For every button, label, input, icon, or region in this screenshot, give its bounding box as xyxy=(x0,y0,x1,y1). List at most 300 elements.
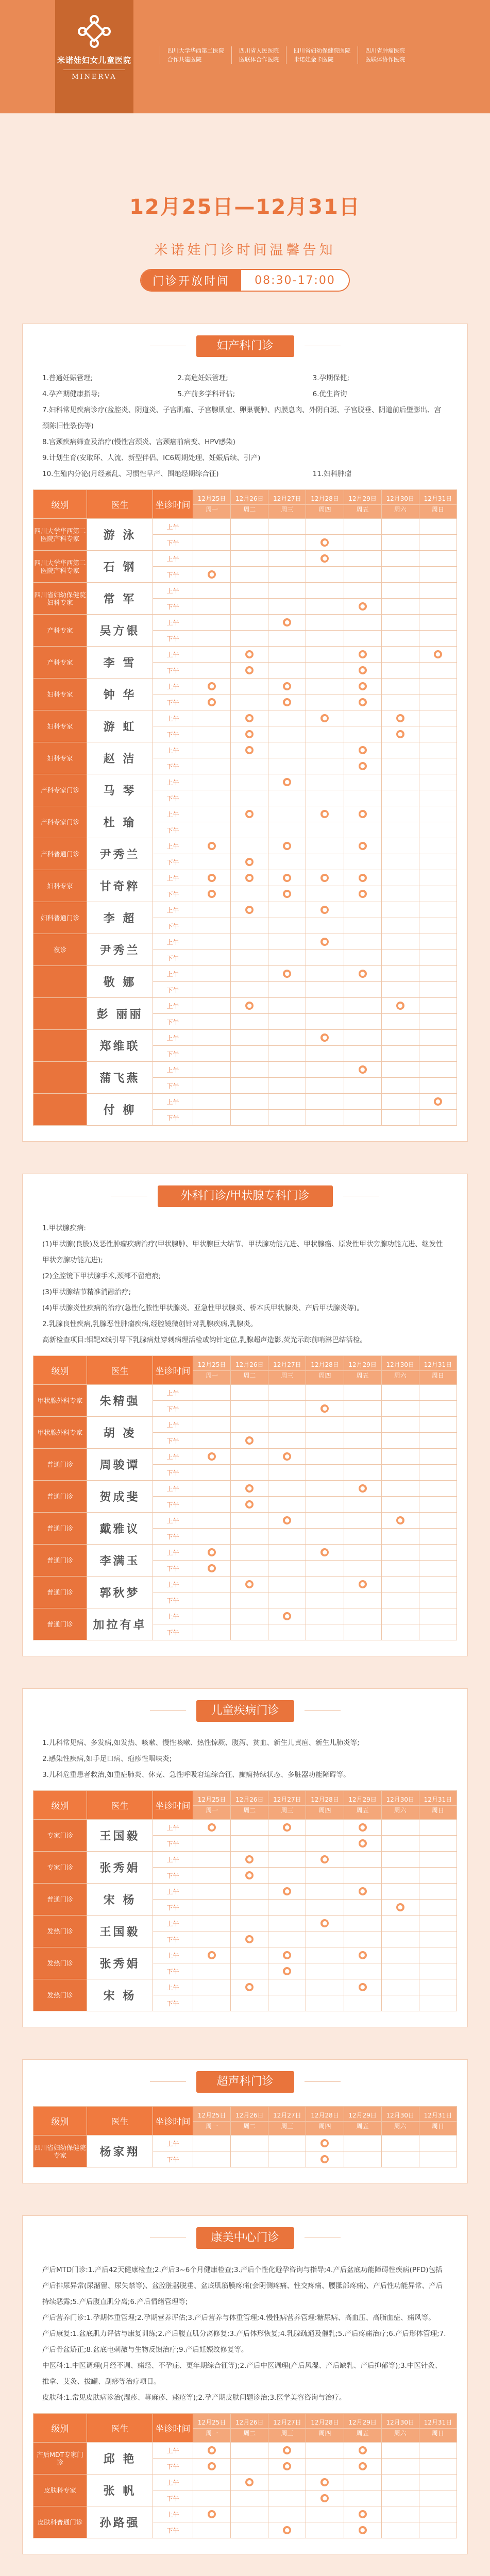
schedule-cell xyxy=(419,1449,457,1465)
header-weekday: 周五 xyxy=(356,2123,369,2130)
on-duty-dot-icon: ● xyxy=(359,970,367,978)
on-duty-dot-icon: ● xyxy=(208,2510,216,2518)
header-day xyxy=(193,2107,231,2136)
schedule-cell xyxy=(193,1592,231,1608)
schedule-cell xyxy=(193,1836,231,1852)
header-doctor: 医生 xyxy=(87,490,153,519)
hours-label: 门诊开放时间 xyxy=(141,270,241,291)
doctor-level: 发热门诊 xyxy=(33,1979,87,2011)
schedule-cell xyxy=(306,774,344,790)
schedule-cell xyxy=(381,1046,419,1062)
schedule-cell xyxy=(231,1481,268,1497)
header-date: 12月25日 xyxy=(193,1360,230,1371)
schedule-cell xyxy=(306,902,344,918)
schedule-cell xyxy=(268,854,306,870)
schedule-cell xyxy=(231,1062,268,1078)
on-duty-dot-icon: ● xyxy=(320,938,329,946)
doctor-name: 王国毅 xyxy=(87,1820,153,1852)
service-item: (4)甲状腺炎性疾病的治疗(急性化脓性甲状腺炎、亚急性甲状腺炎、桥本氏甲状腺炎、产后甲状腺炎等)。 xyxy=(42,1304,364,1312)
schedule-cell xyxy=(381,663,419,679)
doctor-level: 夜诊 xyxy=(33,934,87,966)
session-label: 上午 xyxy=(153,1449,193,1465)
header-level: 级别 xyxy=(33,2107,87,2136)
header-day xyxy=(419,2107,457,2136)
session-label: 上午 xyxy=(153,647,193,663)
schedule-cell xyxy=(419,966,457,982)
schedule-cell xyxy=(381,551,419,567)
schedule-cell xyxy=(268,599,306,615)
schedule-cell xyxy=(268,1433,306,1449)
header-date: 12月28日 xyxy=(306,2111,343,2122)
session-label: 下午 xyxy=(153,854,193,870)
schedule-cell xyxy=(344,2490,381,2506)
on-duty-dot-icon: ● xyxy=(245,1436,254,1445)
schedule-header-row xyxy=(33,2414,457,2443)
schedule-cell xyxy=(381,998,419,1014)
on-duty-dot-icon: ● xyxy=(245,858,254,866)
schedule-cell xyxy=(419,2522,457,2538)
header-date: 12月25日 xyxy=(193,2111,230,2122)
doctor-name: 蒲飞燕 xyxy=(87,1062,153,1094)
schedule-cell xyxy=(306,694,344,710)
schedule-cell xyxy=(344,615,381,631)
schedule-cell xyxy=(381,806,419,822)
table-row xyxy=(33,1884,457,1900)
schedule-cell xyxy=(306,679,344,694)
header-weekday: 周四 xyxy=(318,1372,331,1379)
doctor-level xyxy=(33,998,87,1030)
schedule-cell xyxy=(381,902,419,918)
session-label: 上午 xyxy=(153,870,193,886)
schedule-cell xyxy=(419,1852,457,1868)
schedule-cell xyxy=(306,2475,344,2490)
doctor-name: 吴方银 xyxy=(87,615,153,647)
session-label: 下午 xyxy=(153,1529,193,1545)
schedule-cell xyxy=(231,1417,268,1433)
on-duty-dot-icon: ● xyxy=(359,2446,367,2454)
header-weekday: 周二 xyxy=(243,2123,256,2130)
doctor-level: 发热门诊 xyxy=(33,1916,87,1947)
schedule-cell xyxy=(306,806,344,822)
header-weekday: 周一 xyxy=(206,1372,218,1379)
schedule-cell xyxy=(268,1852,306,1868)
header-weekday: 周一 xyxy=(206,1807,218,1814)
on-duty-dot-icon: ● xyxy=(208,874,216,882)
header-weekday: 周五 xyxy=(356,506,369,513)
session-label: 上午 xyxy=(153,1820,193,1836)
on-duty-dot-icon: ● xyxy=(283,874,291,882)
on-duty-dot-icon: ● xyxy=(245,1855,254,1863)
schedule-cell xyxy=(268,631,306,647)
on-duty-dot-icon: ● xyxy=(208,698,216,706)
schedule-cell xyxy=(306,2490,344,2506)
schedule-cell xyxy=(193,758,231,774)
header-doctor: 医生 xyxy=(87,2414,153,2443)
service-item: 产后MTD门诊:1.产后42天健康检查;2.产后3~6个月健康检查;3.产后个性化避孕咨询与指导;4.产后盆底功能障碍性疾病(PFD)包括产后排尿异常(尿潴留、尿失禁等)、盆腔脏器脱垂、盆底肌筋膜疼痛(会阴侧疼痛、性交疼痛、腰骶部疼痛)、产后性功能异常、产后持续恶露;5.产后腹直肌分离;6.产后情绪管理等; xyxy=(42,2266,443,2306)
schedule-cell xyxy=(268,758,306,774)
logo-name: 米诺娃妇女儿童医院 xyxy=(57,56,131,65)
schedule-cell xyxy=(231,790,268,806)
service-item: 10.生殖内分泌(月经紊乱、习惯性早产、围绝经期综合征) xyxy=(42,470,219,478)
schedule-cell xyxy=(193,1979,231,1995)
schedule-cell xyxy=(268,806,306,822)
session-label: 上午 xyxy=(153,966,193,982)
schedule-cell xyxy=(381,966,419,982)
header-weekday: 周三 xyxy=(281,2430,294,2437)
schedule-cell xyxy=(268,1449,306,1465)
schedule-cell xyxy=(306,1608,344,1624)
on-duty-dot-icon: ● xyxy=(320,2155,329,2163)
doctor-name: 杨家翔 xyxy=(87,2136,153,2167)
schedule-cell xyxy=(344,774,381,790)
schedule-cell xyxy=(419,1836,457,1852)
schedule-cell xyxy=(306,950,344,966)
schedule-cell xyxy=(381,1995,419,2011)
header-day xyxy=(381,490,419,519)
schedule-cell xyxy=(268,1577,306,1592)
schedule-cell xyxy=(381,2443,419,2459)
schedule-cell xyxy=(344,758,381,774)
session-label: 下午 xyxy=(153,790,193,806)
table-row xyxy=(33,934,457,950)
schedule-cell xyxy=(419,758,457,774)
header-date: 12月31日 xyxy=(419,494,457,505)
header-day xyxy=(231,2414,268,2443)
schedule-cell xyxy=(419,679,457,694)
schedule-cell xyxy=(193,1094,231,1110)
session-label: 下午 xyxy=(153,567,193,583)
schedule-cell xyxy=(231,2506,268,2522)
schedule-cell xyxy=(193,886,231,902)
session-label: 下午 xyxy=(153,1561,193,1577)
service-item: (1)甲状腺(良股)及恶性肿瘤疾病治疗(甲状腺肿、甲状腺巨大结节、甲状腺功能亢进、甲状腺癌、原发性甲状旁腺功能亢进、继发性甲状旁腺功能亢进); xyxy=(42,1240,443,1264)
header-day xyxy=(193,2414,231,2443)
hospital-logo xyxy=(55,0,133,113)
schedule-cell xyxy=(419,1979,457,1995)
schedule-cell xyxy=(419,647,457,663)
header-day xyxy=(231,1791,268,1820)
schedule-cell xyxy=(419,1094,457,1110)
header-weekday: 周六 xyxy=(394,1807,407,1814)
header-banner xyxy=(0,0,490,113)
header-weekday: 周五 xyxy=(356,1807,369,1814)
schedule-cell xyxy=(344,1608,381,1624)
schedule-cell xyxy=(306,1030,344,1046)
on-duty-dot-icon: ● xyxy=(320,1919,329,1927)
schedule-cell xyxy=(381,838,419,854)
header-day xyxy=(306,490,344,519)
schedule-cell xyxy=(193,934,231,950)
service-item: 2.乳腺良性疾病,乳腺恶性肿瘤疾病,经腔镜微创针对乳腺疾病,乳腺炎。 xyxy=(42,1320,258,1328)
schedule-cell xyxy=(193,1046,231,1062)
header-day xyxy=(268,490,306,519)
schedule-cell xyxy=(381,1497,419,1513)
schedule-cell xyxy=(344,663,381,679)
schedule-cell xyxy=(193,1465,231,1481)
schedule-cell xyxy=(231,583,268,599)
table-row xyxy=(33,998,457,1014)
doctor-name: 敬 娜 xyxy=(87,966,153,998)
schedule-cell xyxy=(231,535,268,551)
schedule-cell xyxy=(231,1995,268,2011)
schedule-cell xyxy=(344,631,381,647)
schedule-cell xyxy=(344,1947,381,1963)
schedule-cell xyxy=(193,902,231,918)
table-row xyxy=(33,679,457,694)
schedule-cell xyxy=(268,615,306,631)
on-duty-dot-icon: ● xyxy=(208,1951,216,1959)
schedule-cell xyxy=(344,854,381,870)
doctor-name: 孙路强 xyxy=(87,2506,153,2538)
opening-hours-badge xyxy=(140,269,350,292)
header-day xyxy=(381,1791,419,1820)
schedule-cell xyxy=(231,519,268,535)
doctor-name: 宋 杨 xyxy=(87,1884,153,1916)
schedule-cell xyxy=(419,615,457,631)
header-date: 12月25日 xyxy=(193,494,230,505)
session-label: 下午 xyxy=(153,982,193,998)
header-date: 12月27日 xyxy=(268,494,306,505)
schedule-cell xyxy=(306,822,344,838)
on-duty-dot-icon: ● xyxy=(283,1951,291,1959)
schedule-cell xyxy=(268,966,306,982)
header-day xyxy=(193,490,231,519)
table-row xyxy=(33,615,457,631)
schedule-cell xyxy=(419,1513,457,1529)
department-card xyxy=(22,2215,468,2554)
doctor-level xyxy=(33,966,87,998)
schedule-cell xyxy=(193,1417,231,1433)
schedule-cell xyxy=(193,1577,231,1592)
on-duty-dot-icon: ● xyxy=(208,1548,216,1556)
header-weekday: 周日 xyxy=(431,2123,444,2130)
schedule-cell xyxy=(306,535,344,551)
on-duty-dot-icon: ● xyxy=(359,2510,367,2518)
schedule-cell xyxy=(193,2490,231,2506)
schedule-cell xyxy=(419,1868,457,1884)
schedule-cell xyxy=(344,694,381,710)
session-label: 上午 xyxy=(153,2506,193,2522)
schedule-cell xyxy=(193,551,231,567)
session-label: 上午 xyxy=(153,1916,193,1931)
doctor-level xyxy=(33,1062,87,1094)
session-label: 下午 xyxy=(153,1046,193,1062)
on-duty-dot-icon: ● xyxy=(208,1823,216,1832)
session-label: 上午 xyxy=(153,1979,193,1995)
schedule-cell xyxy=(419,1110,457,1126)
on-duty-dot-icon: ● xyxy=(245,1871,254,1879)
schedule-cell xyxy=(344,1030,381,1046)
doctor-name: 付 柳 xyxy=(87,1094,153,1126)
schedule-cell xyxy=(419,2490,457,2506)
schedule-cell xyxy=(306,1963,344,1979)
schedule-cell xyxy=(268,1931,306,1947)
schedule-cell xyxy=(231,1449,268,1465)
doctor-level: 产科专家 xyxy=(33,647,87,679)
on-duty-dot-icon: ● xyxy=(434,1097,442,1106)
table-row xyxy=(33,1947,457,1963)
schedule-cell xyxy=(306,982,344,998)
schedule-cell xyxy=(419,1947,457,1963)
table-row xyxy=(33,2443,457,2459)
schedule-cell xyxy=(419,1561,457,1577)
partner-1: 四川大学华西第二医院 合作共建医院 xyxy=(160,46,231,64)
schedule-cell xyxy=(344,742,381,758)
schedule-cell xyxy=(344,1852,381,1868)
on-duty-dot-icon: ● xyxy=(245,906,254,914)
schedule-cell xyxy=(344,1094,381,1110)
schedule-cell xyxy=(193,822,231,838)
schedule-cell xyxy=(268,1014,306,1030)
session-label: 上午 xyxy=(153,615,193,631)
schedule-cell xyxy=(306,1624,344,1640)
service-item: (3)甲状腺结节精准消融治疗; xyxy=(42,1288,131,1296)
on-duty-dot-icon: ● xyxy=(359,2462,367,2470)
schedule-cell xyxy=(193,1884,231,1900)
schedule-cell xyxy=(231,1529,268,1545)
schedule-cell xyxy=(381,599,419,615)
schedule-cell xyxy=(419,1481,457,1497)
header-date: 12月28日 xyxy=(306,1360,343,1371)
on-duty-dot-icon: ● xyxy=(359,810,367,818)
schedule-cell xyxy=(268,2506,306,2522)
doctor-name: 钟 华 xyxy=(87,679,153,710)
schedule-cell xyxy=(306,886,344,902)
schedule-cell xyxy=(419,1592,457,1608)
schedule-cell xyxy=(268,790,306,806)
schedule-cell xyxy=(381,1465,419,1481)
schedule-cell xyxy=(231,1465,268,1481)
service-item: 产后营养门诊:1.孕期体重管理;2.孕期营养评估;3.产后营养与体重管理;4.慢性病营养管理:糖尿病、高血压、高脂血症、痛风等。 xyxy=(42,2314,435,2322)
schedule-cell xyxy=(268,742,306,758)
schedule-cell xyxy=(306,2506,344,2522)
schedule-cell xyxy=(306,918,344,934)
session-label: 上午 xyxy=(153,519,193,535)
schedule-cell xyxy=(381,2151,419,2167)
header-day xyxy=(231,1356,268,1385)
table-row xyxy=(33,806,457,822)
schedule-cell xyxy=(231,1433,268,1449)
section-gap xyxy=(0,2183,490,2215)
session-label: 下午 xyxy=(153,918,193,934)
table-row xyxy=(33,1820,457,1836)
schedule-cell xyxy=(381,2490,419,2506)
schedule-cell xyxy=(231,2475,268,2490)
schedule-cell xyxy=(419,742,457,758)
doctor-level: 妇科专家 xyxy=(33,710,87,742)
schedule-cell xyxy=(306,966,344,982)
department-title: 妇产科门诊 xyxy=(196,335,294,357)
section-gap xyxy=(0,1142,490,1174)
schedule-cell xyxy=(344,998,381,1014)
session-label: 上午 xyxy=(153,583,193,599)
on-duty-dot-icon: ● xyxy=(208,682,216,690)
header-date: 12月26日 xyxy=(231,2111,268,2122)
on-duty-dot-icon: ● xyxy=(359,746,367,754)
schedule-cell xyxy=(344,1979,381,1995)
schedule-cell xyxy=(268,567,306,583)
schedule-cell xyxy=(193,1401,231,1417)
schedule-cell xyxy=(268,679,306,694)
schedule-cell xyxy=(344,1931,381,1947)
schedule-cell xyxy=(193,663,231,679)
schedule-cell xyxy=(193,615,231,631)
schedule-cell xyxy=(344,1995,381,2011)
schedule-cell xyxy=(231,1545,268,1561)
header-weekday: 周六 xyxy=(394,1372,407,1379)
session-label: 上午 xyxy=(153,1577,193,1592)
schedule-cell xyxy=(193,1030,231,1046)
schedule-cell xyxy=(268,1465,306,1481)
schedule-cell xyxy=(344,2459,381,2475)
schedule-cell xyxy=(344,1110,381,1126)
session-label: 上午 xyxy=(153,1417,193,1433)
header-date: 12月28日 xyxy=(306,1795,343,1806)
on-duty-dot-icon: ● xyxy=(359,682,367,690)
schedule-cell xyxy=(268,870,306,886)
doctor-level: 皮肤科专家 xyxy=(33,2475,87,2506)
doctor-level: 专家门诊 xyxy=(33,1852,87,1884)
header-date: 12月31日 xyxy=(419,2111,457,2122)
schedule-cell xyxy=(268,902,306,918)
date-range-title: 12月25日—12月31日 xyxy=(129,195,361,219)
schedule-cell xyxy=(344,2506,381,2522)
service-item: 皮肤科:1.常见皮肤病诊治(湿疹、荨麻疹、痤疮等);2.孕产期皮肤问题诊治;3.医学美容咨询与治疗。 xyxy=(42,2394,346,2402)
doctor-name: 宋 杨 xyxy=(87,1979,153,2011)
session-label: 下午 xyxy=(153,1014,193,1030)
session-label: 下午 xyxy=(153,1592,193,1608)
doctor-name: 尹秀兰 xyxy=(87,934,153,966)
partner-4: 四川省肿瘤医院 医联体协作医院 xyxy=(358,46,412,64)
schedule-cell xyxy=(306,1916,344,1931)
schedule-cell xyxy=(419,694,457,710)
schedule-cell xyxy=(419,1900,457,1916)
schedule-cell xyxy=(306,2522,344,2538)
schedule-table xyxy=(33,489,457,1126)
department-title: 超声科门诊 xyxy=(196,2071,294,2093)
on-duty-dot-icon: ● xyxy=(283,842,291,850)
session-label: 上午 xyxy=(153,1545,193,1561)
doctor-level: 四川大学华西第二医院产科专家 xyxy=(33,551,87,583)
schedule-cell xyxy=(344,950,381,966)
schedule-cell xyxy=(268,886,306,902)
session-label: 上午 xyxy=(153,1481,193,1497)
on-duty-dot-icon: ● xyxy=(320,714,329,722)
schedule-cell xyxy=(268,1884,306,1900)
on-duty-dot-icon: ● xyxy=(283,1516,291,1524)
schedule-cell xyxy=(231,1577,268,1592)
schedule-cell xyxy=(381,631,419,647)
header-day xyxy=(268,1356,306,1385)
session-label: 下午 xyxy=(153,1078,193,1094)
on-duty-dot-icon: ● xyxy=(283,1887,291,1895)
doctor-name: 彭 丽丽 xyxy=(87,998,153,1030)
schedule-cell xyxy=(419,1931,457,1947)
on-duty-dot-icon: ● xyxy=(359,1983,367,1991)
schedule-cell xyxy=(193,838,231,854)
schedule-cell xyxy=(344,1401,381,1417)
schedule-cell xyxy=(381,870,419,886)
doctor-name: 游 泳 xyxy=(87,519,153,551)
header-date: 12月30日 xyxy=(382,2111,419,2122)
schedule-cell xyxy=(306,615,344,631)
schedule-cell xyxy=(419,1820,457,1836)
schedule-cell xyxy=(381,1385,419,1401)
doctor-name: 贺成斐 xyxy=(87,1481,153,1513)
schedule-cell xyxy=(306,1094,344,1110)
header-date: 12月31日 xyxy=(419,1795,457,1806)
section-gap xyxy=(0,2027,490,2059)
